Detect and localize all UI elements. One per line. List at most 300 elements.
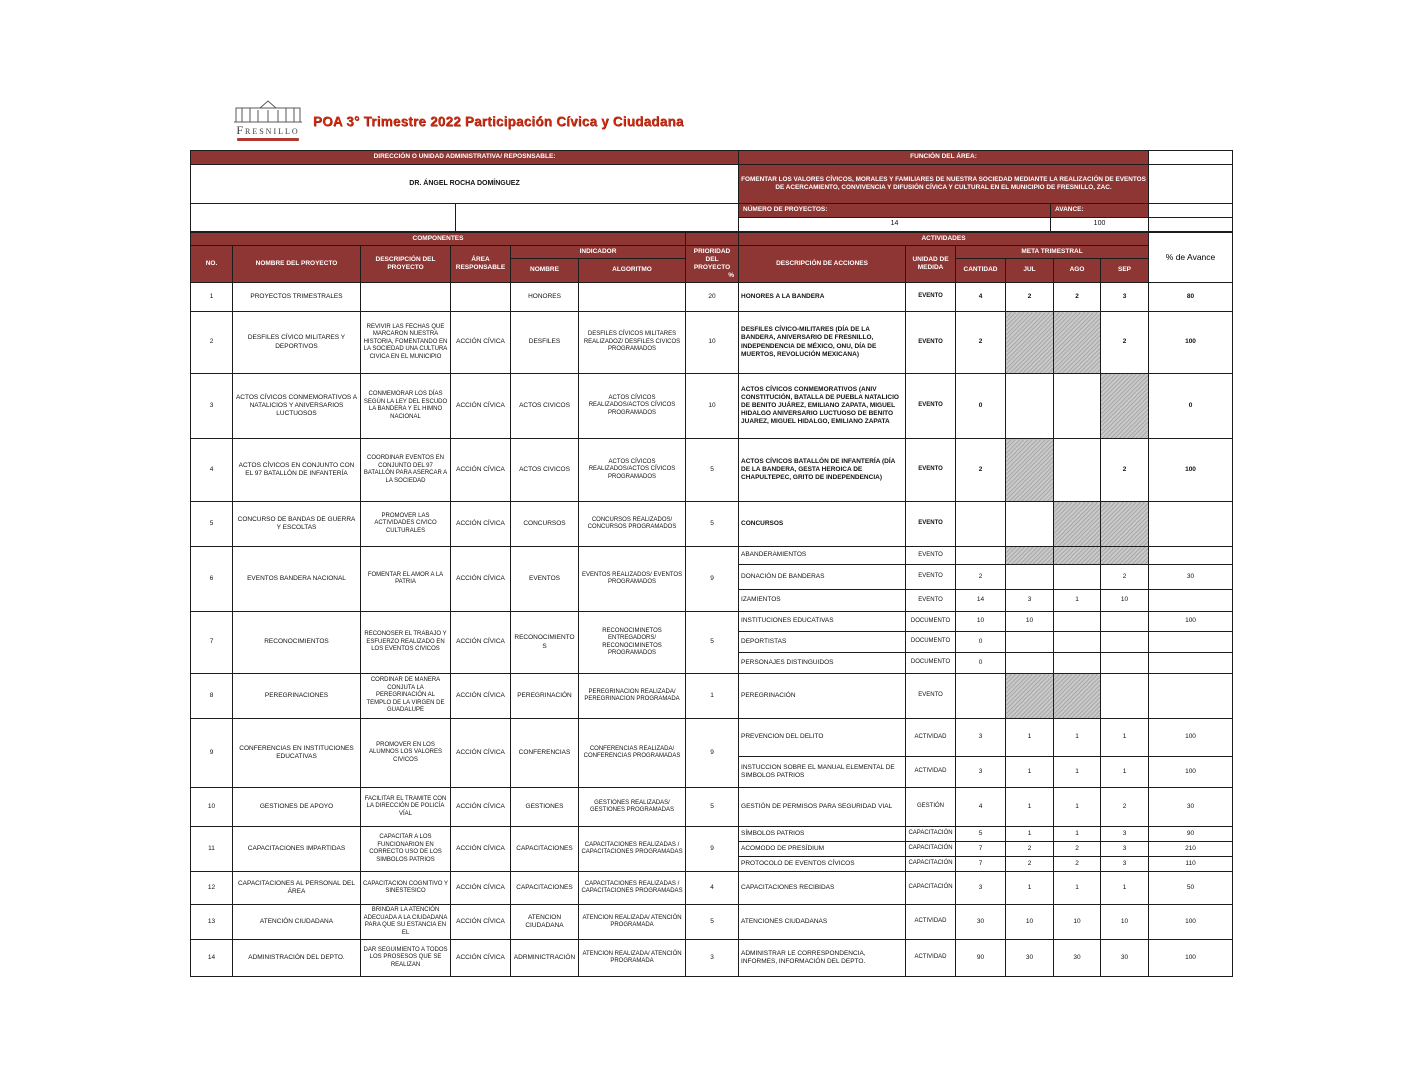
avance-value — [1149, 653, 1233, 674]
logo-tagline — [237, 138, 299, 141]
cantidad-value: 0 — [956, 374, 1006, 439]
area-responsable: ACCIÓN CÍVICA — [451, 719, 511, 788]
cantidad-value: 0 — [956, 653, 1006, 674]
project-name: ADMINISTRACIÓN DEL DEPTO. — [233, 940, 361, 977]
unit-medida: CAPACITACIÓN — [906, 827, 956, 842]
month-jul: 1 — [1006, 719, 1054, 757]
action-description: IZAMIENTOS — [739, 590, 906, 612]
action-description: PERSONAJES DISTINGUIDOS — [739, 653, 906, 674]
table-row — [191, 312, 1233, 374]
priority-value: 10 — [686, 312, 739, 374]
area-responsable: ACCIÓN CÍVICA — [451, 905, 511, 940]
project-name: CAPACITACIONES AL PERSONAL DEL ÁREA — [233, 872, 361, 905]
avance-value: 110 — [1149, 857, 1233, 872]
unit-medida: ACTIVIDAD — [906, 940, 956, 977]
direccion-label: DIRECCIÓN O UNIDAD ADMINISTRATIVA/ REPOSNSABLE: — [191, 151, 739, 165]
area-responsable: ACCIÓN CÍVICA — [451, 788, 511, 827]
priority-value: 5 — [686, 502, 739, 547]
month-ago: 10 — [1054, 905, 1101, 940]
avance-value: 100 — [1149, 612, 1233, 632]
num-proyectos-value: 14 — [739, 218, 1051, 232]
priority-value: 5 — [686, 439, 739, 502]
avance-value: 100 — [1149, 757, 1233, 788]
avance-value: 90 — [1149, 827, 1233, 842]
spacer-cell — [456, 204, 739, 232]
month-jul: 30 — [1006, 940, 1054, 977]
project-no: 9 — [191, 719, 233, 788]
funcion-text: FOMENTAR LOS VALORES CÍVICOS, MORALES Y FAMILIARES DE NUESTRA SOCIEDAD MEDIANTE LA REALIZACIÓN DE EVENTOS DE ACERCAMIENTO, CONVIVENCIA Y DIFUSIÓN CÍVICA Y CULTURAL EN EL MUNICIPIO DE FRESNILLO, ZAC. — [739, 165, 1149, 204]
month-jul: 1 — [1006, 827, 1054, 842]
cantidad-value — [956, 547, 1006, 565]
avance-value: 100 — [1149, 312, 1233, 374]
spacer-cell — [191, 204, 456, 232]
col-prioridad-label: PRIORIDAD DEL PROYECTO — [693, 247, 731, 271]
poa-table — [190, 232, 1233, 977]
project-no: 13 — [191, 905, 233, 940]
indicator-algorithm: CONCURSOS REALIZADOS/ CONCURSOS PROGRAMADOS — [579, 502, 686, 547]
building-icon — [232, 98, 304, 124]
project-name: GESTIONES DE APOYO — [233, 788, 361, 827]
month-jul: 3 — [1006, 590, 1054, 612]
project-name: PROYECTOS TRIMESTRALES — [233, 283, 361, 312]
indicator-algorithm: ATENCION REALIZADA/ ATENCIÓN PROGRAMADA — [579, 905, 686, 940]
spacer-cell — [1149, 218, 1233, 232]
project-no: 4 — [191, 439, 233, 502]
project-description: BRINDAR LA ATENCIÓN ADECUADA A LA CIUDADANA PARA QUE SU ESTANCIA EN EL — [361, 905, 451, 940]
project-no: 5 — [191, 502, 233, 547]
band-componentes: COMPONENTES — [191, 233, 686, 246]
month-ago — [1054, 674, 1101, 719]
col-algoritmo: ALGORITMO — [579, 259, 686, 283]
table-row — [191, 788, 1233, 827]
month-sep — [1101, 632, 1149, 653]
project-description: FOMENTAR EL AMOR A LA PATRIA — [361, 547, 451, 612]
month-jul — [1006, 374, 1054, 439]
unit-medida: DOCUMENTO — [906, 653, 956, 674]
action-description: INSTUCCION SOBRE EL MANUAL ELEMENTAL DE SIMBOLOS PATRIOS — [739, 757, 906, 788]
priority-value: 1 — [686, 674, 739, 719]
indicator-algorithm: ACTOS CÍVICOS REALIZADOS/ACTOS CÍVICOS PROGRAMADOS — [579, 439, 686, 502]
month-sep: 1 — [1101, 719, 1149, 757]
logo-wordmark: Fresnillo — [236, 123, 300, 137]
col-jul: JUL — [1006, 259, 1054, 283]
num-proyectos-label: NÚMERO DE PROYECTOS: — [739, 204, 1051, 218]
month-sep: 3 — [1101, 283, 1149, 312]
project-no: 3 — [191, 374, 233, 439]
unit-medida: EVENTO — [906, 565, 956, 590]
month-ago — [1054, 653, 1101, 674]
indicator-algorithm: GESTIONES REALIZADAS/ GESTIONES PROGRAMADAS — [579, 788, 686, 827]
indicator-name: CONFERENCIAS — [511, 719, 579, 788]
area-responsable: ACCIÓN CÍVICA — [451, 612, 511, 674]
project-description: CAPACITAR A LOS FUNCIONARION EN CORRECTO USO DE LOS SIMBOLOS PATRIOS — [361, 827, 451, 872]
col-nombre-proyecto: NOMBRE DEL PROYECTO — [233, 246, 361, 283]
avance-value — [1149, 547, 1233, 565]
project-name: ATENCIÓN CIUDADANA — [233, 905, 361, 940]
project-no: 12 — [191, 872, 233, 905]
month-sep: 1 — [1101, 757, 1149, 788]
col-indicador-nombre: NOMBRE — [511, 259, 579, 283]
fresnillo-logo — [224, 98, 312, 141]
project-no: 6 — [191, 547, 233, 612]
table-row — [191, 547, 1233, 565]
month-jul — [1006, 632, 1054, 653]
area-responsable: ACCIÓN CÍVICA — [451, 827, 511, 872]
cantidad-value: 10 — [956, 612, 1006, 632]
project-description: COORDINAR EVENTOS EN CONJUNTO DEL 97 BATALLÓN PARA ASERCAR A LA SOCIEDAD — [361, 439, 451, 502]
unit-medida: DOCUMENTO — [906, 632, 956, 653]
project-description: REVIVIR LAS FECHAS QUE MARCARON NUESTRA HISTORIA, FOMENTANDO EN LA SOCIEDAD UNA CULTURA CIVICA EN EL MUNICIPIO — [361, 312, 451, 374]
unit-medida: CAPACITACIÓN — [906, 857, 956, 872]
cantidad-value — [956, 502, 1006, 547]
indicator-name: PEREGRINACIÓN — [511, 674, 579, 719]
month-ago: 2 — [1054, 857, 1101, 872]
spacer-cell — [1149, 165, 1233, 204]
priority-value: 10 — [686, 374, 739, 439]
action-description: ACTOS CÍVICOS BATALLÓN DE INFANTERÍA (DÍA DE LA BANDERA, GESTA HEROICA DE CHAPULTEPEC, GRITO DE INDEPENDENCIA) — [739, 439, 906, 502]
table-row — [191, 283, 1233, 312]
indicator-algorithm: ATENCION REALIZADA/ ATENCIÓN PROGRAMADA — [579, 940, 686, 977]
month-jul — [1006, 502, 1054, 547]
col-descripcion-acciones: DESCRIPCIÓN DE ACCIONES — [739, 246, 906, 283]
band-indicador: INDICADOR — [511, 246, 686, 259]
month-jul: 2 — [1006, 857, 1054, 872]
project-name: EVENTOS BANDERA NACIONAL — [233, 547, 361, 612]
page-title: POA 3° Trimestre 2022 Participación Cívica y Ciudadana — [313, 114, 684, 129]
cantidad-value — [956, 674, 1006, 719]
month-ago: 2 — [1054, 842, 1101, 857]
project-name: CONFERENCIAS EN INSTITUCIONES EDUCATIVAS — [233, 719, 361, 788]
unit-medida: CAPACITACIÓN — [906, 872, 956, 905]
area-responsable — [451, 283, 511, 312]
month-jul — [1006, 312, 1054, 374]
avance-value: 0 — [1149, 374, 1233, 439]
area-responsable: ACCIÓN CÍVICA — [451, 940, 511, 977]
avance-value: 80 — [1149, 283, 1233, 312]
month-sep — [1101, 653, 1149, 674]
col-no: NO. — [191, 246, 233, 283]
month-sep — [1101, 502, 1149, 547]
month-ago — [1054, 502, 1101, 547]
month-ago: 1 — [1054, 590, 1101, 612]
month-sep: 3 — [1101, 842, 1149, 857]
avance-value: 30 — [1149, 788, 1233, 827]
unit-medida: DOCUMENTO — [906, 612, 956, 632]
priority-value: 20 — [686, 283, 739, 312]
cantidad-value: 30 — [956, 905, 1006, 940]
action-description: GESTIÓN DE PERMISOS PARA SEGURIDAD VIAL — [739, 788, 906, 827]
avance-value: 30 — [1149, 565, 1233, 590]
table-row — [191, 719, 1233, 757]
month-ago — [1054, 439, 1101, 502]
month-ago — [1054, 312, 1101, 374]
table-row — [191, 905, 1233, 940]
col-sep: SEP — [1101, 259, 1149, 283]
month-sep — [1101, 674, 1149, 719]
project-name: CAPACITACIONES IMPARTIDAS — [233, 827, 361, 872]
cantidad-value: 2 — [956, 439, 1006, 502]
cantidad-value: 4 — [956, 788, 1006, 827]
project-description: PROMOVER EN LOS ALUMNOS LOS VALORES CIVICOS — [361, 719, 451, 788]
month-jul — [1006, 653, 1054, 674]
avance-label: AVANCE: — [1051, 204, 1149, 218]
project-name: ACTOS CÍVICOS EN CONJUNTO CON EL 97 BATALLÓN DE INFANTERÍA — [233, 439, 361, 502]
unit-medida: CAPACITACIÓN — [906, 842, 956, 857]
unit-medida: ACTIVIDAD — [906, 905, 956, 940]
info-table — [190, 150, 1233, 232]
unit-medida: EVENTO — [906, 590, 956, 612]
table-row — [191, 872, 1233, 905]
action-description: DONACIÓN DE BANDERAS — [739, 565, 906, 590]
priority-value: 9 — [686, 719, 739, 788]
unit-medida: GESTIÓN — [906, 788, 956, 827]
cantidad-value: 7 — [956, 842, 1006, 857]
action-description: SÍMBOLOS PATRIOS — [739, 827, 906, 842]
month-ago: 2 — [1054, 283, 1101, 312]
unit-medida: EVENTO — [906, 547, 956, 565]
cantidad-value: 0 — [956, 632, 1006, 653]
col-descripcion-proyecto: DESCRIPCIÓN DEL PROYECTO — [361, 246, 451, 283]
area-responsable: ACCIÓN CÍVICA — [451, 547, 511, 612]
indicator-algorithm: RECONOCIMINETOS ENTREGADORS/ RECONOCIMINETOS PROGRAMADOS — [579, 612, 686, 674]
action-description: CAPACITACIONES RECIBIDAS — [739, 872, 906, 905]
month-jul — [1006, 439, 1054, 502]
month-ago: 1 — [1054, 788, 1101, 827]
project-name: ACTOS CÍVICOS CONMEMORATIVOS A NATALICIOS Y ANIVERSARIOS LUCTUOSOS — [233, 374, 361, 439]
indicator-name: EVENTOS — [511, 547, 579, 612]
col-cantidad: CANTIDAD — [956, 259, 1006, 283]
unit-medida: ACTIVIDAD — [906, 757, 956, 788]
month-ago: 1 — [1054, 827, 1101, 842]
month-jul: 2 — [1006, 283, 1054, 312]
indicator-algorithm: CONFERENCIAS REALIZADA/ CONFERENCIAS PROGRAMADAS — [579, 719, 686, 788]
month-ago — [1054, 547, 1101, 565]
project-description: CORDINAR DE MANERA CONJUTA LA PEREGRINACIÓN AL TEMPLO DE LA VIRGEN DE GUADALUPE — [361, 674, 451, 719]
avance-value: 210 — [1149, 842, 1233, 857]
action-description: PROTOCOLO DE EVENTOS CÍVICOS — [739, 857, 906, 872]
month-ago: 1 — [1054, 757, 1101, 788]
month-sep: 2 — [1101, 439, 1149, 502]
cantidad-value: 3 — [956, 757, 1006, 788]
cantidad-value: 4 — [956, 283, 1006, 312]
month-ago: 1 — [1054, 872, 1101, 905]
table-row — [191, 439, 1233, 502]
col-prioridad-pct: % — [728, 272, 735, 280]
project-no: 10 — [191, 788, 233, 827]
indicator-name: ACTOS CIVICOS — [511, 374, 579, 439]
indicator-algorithm: PEREGRINACION REALIZADA/ PEREGRINACION PROGRAMADA — [579, 674, 686, 719]
indicator-algorithm: CAPACITACIONES REALIZADAS / CAPACITACIONES PROGRAMADAS — [579, 872, 686, 905]
month-ago — [1054, 374, 1101, 439]
unit-medida: EVENTO — [906, 674, 956, 719]
cantidad-value: 3 — [956, 719, 1006, 757]
indicator-name: RECONOCIMIENTOS — [511, 612, 579, 674]
indicator-name: GESTIONES — [511, 788, 579, 827]
spacer-cell — [1149, 151, 1233, 165]
project-description: DAR SEGUIMIENTO A TODOS LOS PROSESOS QUE SE REALIZAN — [361, 940, 451, 977]
project-no: 14 — [191, 940, 233, 977]
cantidad-value: 3 — [956, 872, 1006, 905]
indicator-algorithm: ACTOS CÍVICOS REALIZADOS/ACTOS CÍVICOS PROGRAMADOS — [579, 374, 686, 439]
priority-value: 9 — [686, 827, 739, 872]
avance-value: 50 — [1149, 872, 1233, 905]
month-sep: 2 — [1101, 788, 1149, 827]
table-row — [191, 674, 1233, 719]
avance-value: 100 — [1149, 940, 1233, 977]
month-sep: 2 — [1101, 565, 1149, 590]
project-description: RECONOSER EL TRABAJO Y ESFUERZO REALIZADO EN LOS EVENTOS CIVICOS — [361, 612, 451, 674]
avance-value: 100 — [1149, 719, 1233, 757]
priority-value: 4 — [686, 872, 739, 905]
unit-medida: EVENTO — [906, 312, 956, 374]
indicator-name: DESFILES — [511, 312, 579, 374]
priority-value: 5 — [686, 788, 739, 827]
table-row — [191, 940, 1233, 977]
avance-value — [1149, 632, 1233, 653]
project-name: PEREGRINACIONES — [233, 674, 361, 719]
table-row — [191, 502, 1233, 547]
avance-value: 100 — [1149, 439, 1233, 502]
band-actividades: ACTIVIDADES — [739, 233, 1149, 246]
month-sep: 2 — [1101, 312, 1149, 374]
month-sep: 3 — [1101, 827, 1149, 842]
indicator-name: ADRMINICTRACIÓN — [511, 940, 579, 977]
spacer-cell — [1149, 204, 1233, 218]
unit-medida: EVENTO — [906, 502, 956, 547]
cantidad-value: 14 — [956, 590, 1006, 612]
table-row — [191, 374, 1233, 439]
action-description: CONCURSOS — [739, 502, 906, 547]
priority-value: 5 — [686, 905, 739, 940]
indicator-name: CAPACITACIONES — [511, 827, 579, 872]
responsable-name: DR. ÁNGEL ROCHA DOMÍNGUEZ — [191, 165, 739, 204]
month-sep: 10 — [1101, 590, 1149, 612]
month-jul: 10 — [1006, 612, 1054, 632]
month-ago — [1054, 565, 1101, 590]
table-row — [191, 612, 1233, 632]
month-ago: 1 — [1054, 719, 1101, 757]
col-avance: % de Avance — [1149, 233, 1233, 283]
month-sep: 30 — [1101, 940, 1149, 977]
action-description: DEPORTISTAS — [739, 632, 906, 653]
action-description: PREVENCION DEL DELITO — [739, 719, 906, 757]
col-prioridad — [686, 246, 739, 283]
indicator-name: HONORES — [511, 283, 579, 312]
month-jul — [1006, 565, 1054, 590]
indicator-algorithm: CAPACITACIONES REALIZADAS / CAPACITACIONES PROGRAMADAS — [579, 827, 686, 872]
project-description: CAPACITACION COGNITIVO Y SINESTESICO — [361, 872, 451, 905]
indicator-algorithm: DESFILES CÍVICOS MILITARES REALIZADOZ/ DESFILES CIVICOS PROGRAMADOS — [579, 312, 686, 374]
project-name: CONCURSO DE BANDAS DE GUERRA Y ESCOLTAS — [233, 502, 361, 547]
indicator-algorithm: EVENTOS REALIZADOS/ EVENTOS PROGRAMADOS — [579, 547, 686, 612]
indicator-algorithm — [579, 283, 686, 312]
action-description: ABANDERAMIENTOS — [739, 547, 906, 565]
project-description: CONMEMORAR LOS DÍAS SEGÚN LA LEY DEL ESCUDO LA BANDERA Y EL HIMNO NACIONAL — [361, 374, 451, 439]
cantidad-value: 90 — [956, 940, 1006, 977]
project-no: 1 — [191, 283, 233, 312]
month-sep — [1101, 374, 1149, 439]
col-unidad-medida: UNIDAD DE MEDIDA — [906, 246, 956, 283]
funcion-label: FUNCIÓN DEL ÁREA: — [739, 151, 1149, 165]
month-jul: 1 — [1006, 757, 1054, 788]
area-responsable: ACCIÓN CÍVICA — [451, 374, 511, 439]
table-row — [191, 827, 1233, 842]
month-jul: 10 — [1006, 905, 1054, 940]
action-description: INSTITUCIONES EDUCATIVAS — [739, 612, 906, 632]
action-description: ATENCIONES CIUDADANAS — [739, 905, 906, 940]
priority-value: 5 — [686, 612, 739, 674]
action-description: ACTOS CÍVICOS CONMEMORATIVOS (ANIV CONSTITUCIÓN, BATALLA DE PUEBLA NATALICIO DE BENITO JUÁREZ, EMILIANO ZAPATA, MIGUEL HIDALGO ANIVERSARIO LUCTUOSO DE BENITO JUAREZ, MIGUEL HIDALGO, EMILIANO ZAPATA — [739, 374, 906, 439]
project-name: RECONOCIMIENTOS — [233, 612, 361, 674]
col-ago: AGO — [1054, 259, 1101, 283]
cantidad-value: 2 — [956, 312, 1006, 374]
month-jul — [1006, 674, 1054, 719]
month-sep — [1101, 612, 1149, 632]
project-no: 8 — [191, 674, 233, 719]
unit-medida: EVENTO — [906, 439, 956, 502]
cantidad-value: 7 — [956, 857, 1006, 872]
indicator-name: CONCURSOS — [511, 502, 579, 547]
month-sep: 1 — [1101, 872, 1149, 905]
month-jul: 1 — [1006, 872, 1054, 905]
indicator-name: CAPACITACIONES — [511, 872, 579, 905]
month-sep: 3 — [1101, 857, 1149, 872]
action-description: ACOMODO DE PRESÍDIUM — [739, 842, 906, 857]
priority-value: 9 — [686, 547, 739, 612]
avance-value: 100 — [1051, 218, 1149, 232]
avance-value — [1149, 590, 1233, 612]
unit-medida: ACTIVIDAD — [906, 719, 956, 757]
band-meta-trimestral: META TRIMESTRAL — [956, 246, 1149, 259]
indicator-name: ACTOS CIVICOS — [511, 439, 579, 502]
project-no: 11 — [191, 827, 233, 872]
band-spacer — [686, 233, 739, 246]
priority-value: 3 — [686, 940, 739, 977]
avance-value — [1149, 674, 1233, 719]
action-description: DESFILES CÍVICO-MILITARES (DÍA DE LA BANDERA, ANIVERSARIO DE FRESNILLO, INDEPENDENCIA DE MÉXICO, ONU, DÍA DE MUERTOS, REVOLUCIÓN MEXICANA) — [739, 312, 906, 374]
project-no: 7 — [191, 612, 233, 674]
area-responsable: ACCIÓN CÍVICA — [451, 312, 511, 374]
avance-value: 100 — [1149, 905, 1233, 940]
cantidad-value: 5 — [956, 827, 1006, 842]
unit-medida: EVENTO — [906, 283, 956, 312]
indicator-name: ATENCION CIUDADANA — [511, 905, 579, 940]
area-responsable: ACCIÓN CÍVICA — [451, 439, 511, 502]
avance-value — [1149, 502, 1233, 547]
month-sep: 10 — [1101, 905, 1149, 940]
project-no: 2 — [191, 312, 233, 374]
unit-medida: EVENTO — [906, 374, 956, 439]
project-name: DESFILES CÍVICO MILITARES Y DEPORTIVOS — [233, 312, 361, 374]
month-ago — [1054, 632, 1101, 653]
poa-sheet — [190, 150, 1232, 977]
month-jul: 2 — [1006, 842, 1054, 857]
area-responsable: ACCIÓN CÍVICA — [451, 674, 511, 719]
action-description: ADMINISTRAR LE CORRESPONDENCIA, INFORMES, INFORMACIÓN DEL DEPTO. — [739, 940, 906, 977]
action-description: PEREGRINACIÓN — [739, 674, 906, 719]
month-ago: 30 — [1054, 940, 1101, 977]
month-ago — [1054, 612, 1101, 632]
project-description: FACILITAR EL TRAMITE CON LA DIRECCIÓN DE POLICÍA VÍAL — [361, 788, 451, 827]
area-responsable: ACCIÓN CÍVICA — [451, 502, 511, 547]
cantidad-value: 2 — [956, 565, 1006, 590]
month-jul: 1 — [1006, 788, 1054, 827]
project-description — [361, 283, 451, 312]
action-description: HONORES A LA BANDERA — [739, 283, 906, 312]
month-jul — [1006, 547, 1054, 565]
col-area-responsable: ÁREA RESPONSABLE — [451, 246, 511, 283]
month-sep — [1101, 547, 1149, 565]
